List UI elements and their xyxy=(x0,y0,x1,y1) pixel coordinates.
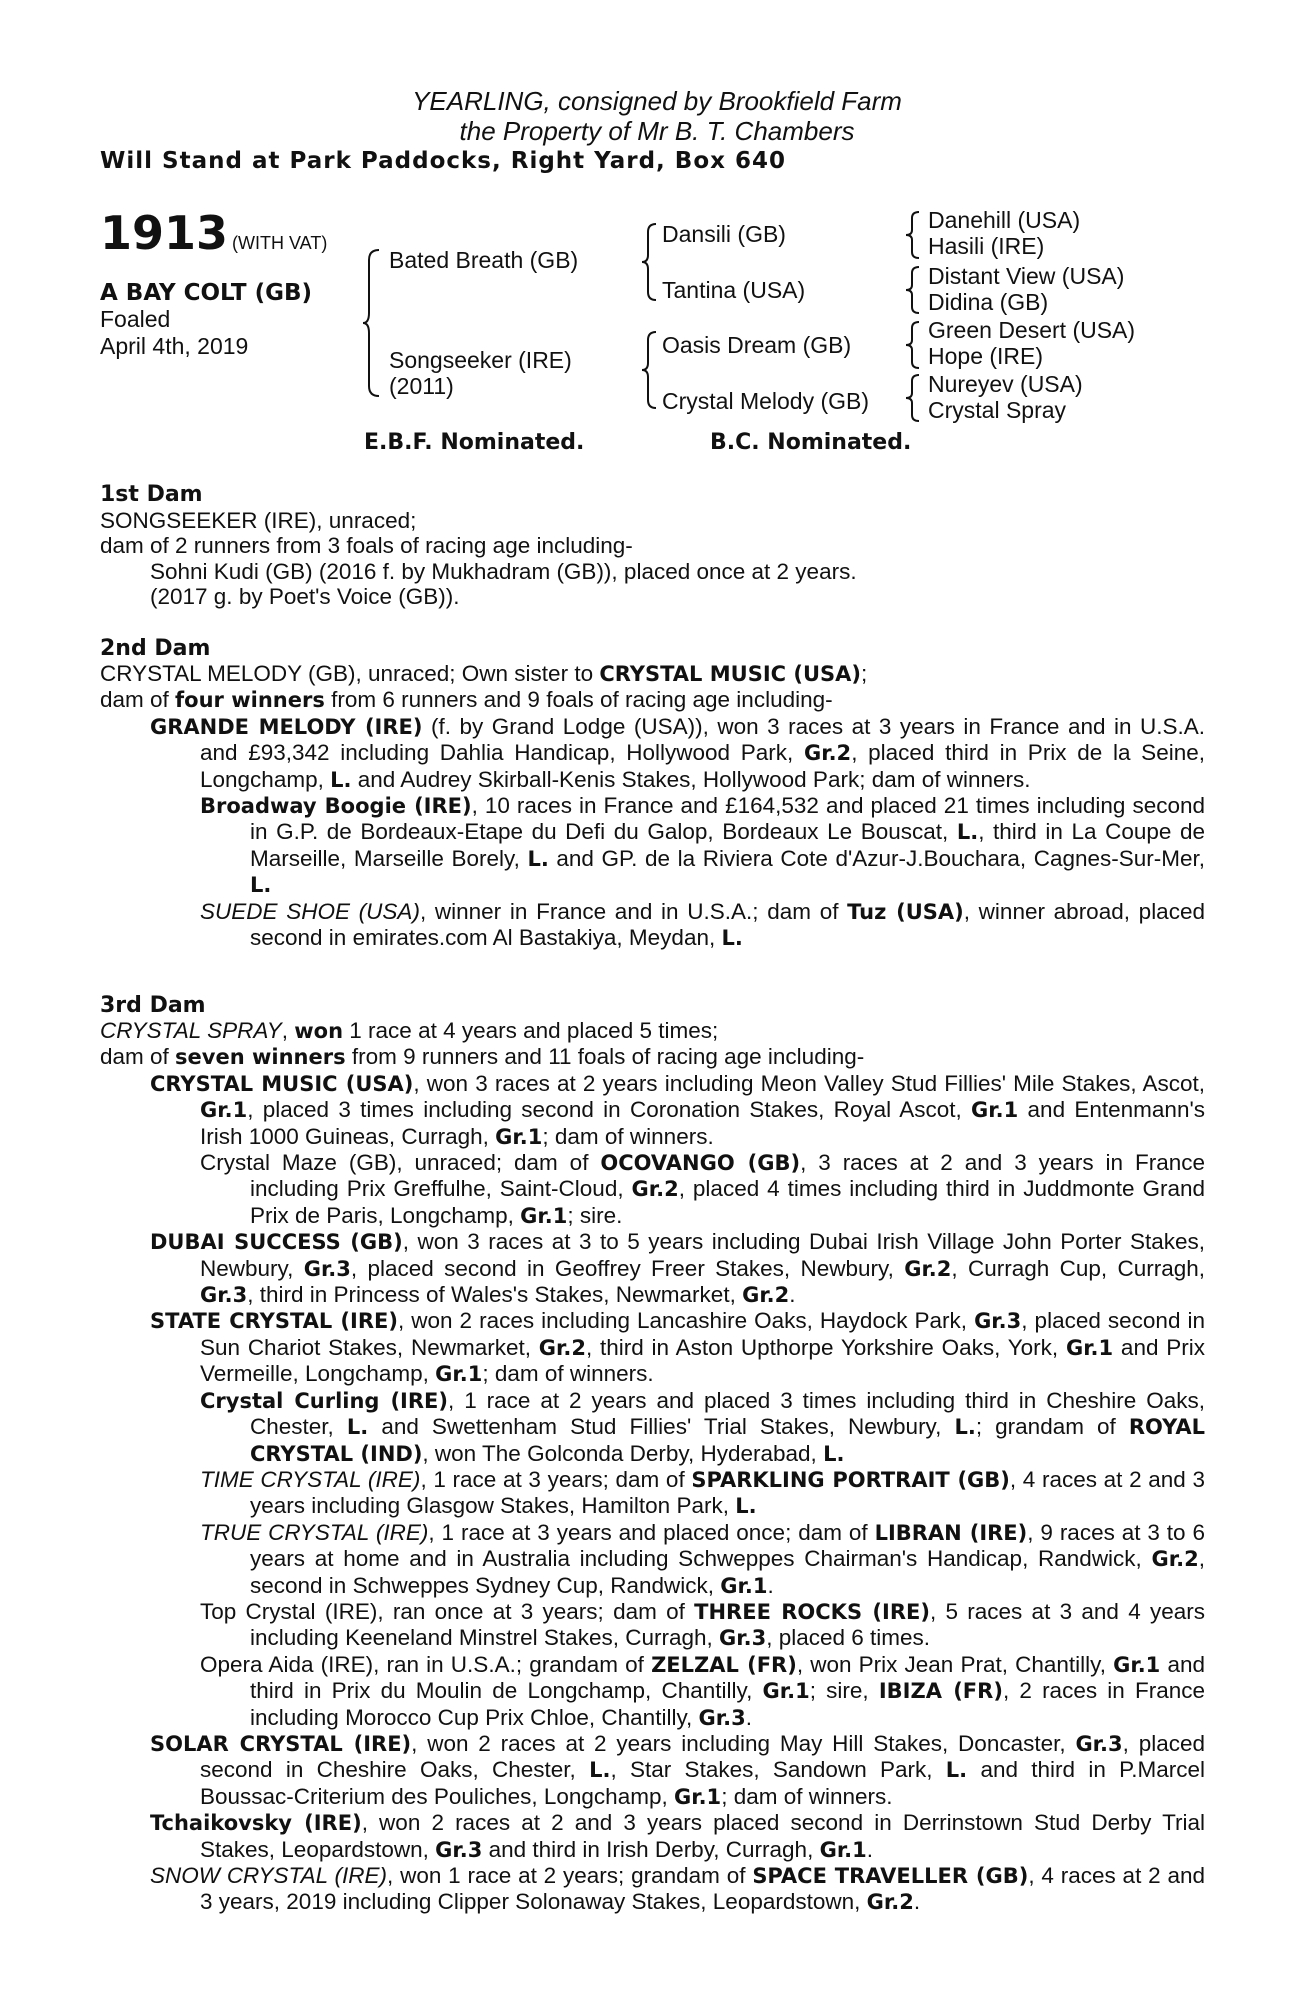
pedigree-brace-ss xyxy=(906,210,922,260)
second-dam-body xyxy=(100,661,1205,951)
third-dam-entry: Top Crystal (IRE), ran once at 3 years; dam of THREE ROCKS (IRE), 5 races at 3 and 4 years including Keeneland Minstrel Stakes, Curragh, Gr.3, placed 6 times. xyxy=(200,1598,1205,1651)
first-dam-body xyxy=(100,508,1205,610)
pedigree-dam-dam: Crystal Melody (GB) xyxy=(662,388,870,414)
pedigree-brace-sd xyxy=(906,265,922,315)
pedigree-brace-sire xyxy=(642,222,660,302)
second-dam-entry: Broadway Boogie (IRE), 10 races in France and £164,532 and placed 21 times including second in G.P. de Bordeaux-Etape du Defi du Galop, Bordeaux Le Bouscat, L., third in La Coupe de Marseille, Marseille Borely, L. and GP. de la Riviera Cote d'Azur-J.Bouchara, Cagnes-Sur-Mer, L. xyxy=(200,793,1206,898)
third-dam-dam-of: dam of seven winners from 9 runners and 11 foals of racing age including- xyxy=(100,1044,865,1070)
third-dam-entry: Crystal Curling (IRE), 1 race at 2 years and placed 3 times including third in Cheshire Oaks, Chester, L. and Swettenham Stud Fillies' Trial Stakes, Newbury, L.; grandam of ROYAL CRYSTAL (IND), won The Golconda Derby, Hyderabad, L. xyxy=(200,1387,1206,1466)
third-dam-entry: SNOW CRYSTAL (IRE), won 1 race at 2 years; grandam of SPACE TRAVELLER (GB), 4 races at 2 and 3 years, 2019 including Clipper Solonaway Stakes, Leopardstown, Gr.2. xyxy=(150,1863,1206,1915)
third-dam-entry: Tchaikovsky (IRE), won 2 races at 2 and 3 years placed second in Derrinstown Stud Derby Trial Stakes, Leopardstown, Gr.3 and third in Irish Derby, Curragh, Gr.1. xyxy=(150,1810,1206,1862)
header-line-2: the Property of Mr B. T. Chambers xyxy=(459,116,855,146)
third-dam-entry: TIME CRYSTAL (IRE), 1 race at 3 years; dam of SPARKLING PORTRAIT (GB), 4 races at 2 and 3 years including Glasgow Stakes, Hamilton Park, L. xyxy=(200,1466,1205,1519)
third-dam-entry: Crystal Maze (GB), unraced; dam of OCOVANGO (GB), 3 races at 2 and 3 years in France including Prix Greffulhe, Saint-Cloud, Gr.2, placed 4 times including third in Juddmonte Grand Prix de Paris, Longchamp, Gr.1; sire. xyxy=(200,1150,1206,1228)
pedigree-sire-sire: Dansili (GB) xyxy=(662,221,786,247)
lot-description: A BAY COLT (GB) xyxy=(100,280,313,306)
second-dam-entry: GRANDE MELODY (IRE) (f. by Grand Lodge (USA)), won 3 races at 3 years in France and in U.S.A. and £93,342 including Dahlia Handicap, Hollywood Park, Gr.2, placed third in Prix de la Seine, Longchamp, L. and Audrey Skirball-Kenis Stakes, Hollywood Park; dam of winners. xyxy=(150,713,1206,792)
pedigree-brace-gen1 xyxy=(363,248,383,398)
pedigree-dsd: Hope (IRE) xyxy=(928,343,1044,369)
pedigree-sdd: Didina (GB) xyxy=(928,289,1049,315)
pedigree-sire: Bated Breath (GB) xyxy=(389,247,579,273)
lot-number: 1913 xyxy=(100,206,229,260)
pedigree-ssd: Hasili (IRE) xyxy=(928,233,1045,259)
foaled-label: Foaled xyxy=(100,306,171,332)
lot-number-block xyxy=(100,206,327,260)
first-dam-heading: 1st Dam xyxy=(100,482,203,507)
pedigree-brace-ds xyxy=(906,320,922,370)
second-dam-heading: 2nd Dam xyxy=(100,636,211,661)
stand-location: Will Stand at Park Paddocks, Right Yard, Box 640 xyxy=(100,148,786,174)
first-dam-line: SONGSEEKER (IRE), unraced; xyxy=(100,508,417,533)
third-dam-heading: 3rd Dam xyxy=(100,993,206,1018)
first-dam-produce: (2017 g. by Poet's Voice (GB)). xyxy=(150,584,460,610)
pedigree-brace-dam xyxy=(642,330,660,410)
second-dam-dam-of: dam of four winners from 6 runners and 9 foals of racing age including- xyxy=(100,687,833,713)
third-dam-entry: CRYSTAL MUSIC (USA), won 3 races at 2 years including Meon Valley Stud Fillies' Mile Stakes, Ascot, Gr.1, placed 3 times including second in Coronation Stakes, Royal Ascot, Gr.1 and Entenmann's Irish 1000 Guineas, Curragh, Gr.1; dam of winners. xyxy=(150,1070,1206,1149)
pedigree-sire-dam: Tantina (USA) xyxy=(662,277,806,303)
third-dam-entry: SOLAR CRYSTAL (IRE), won 2 races at 2 years including May Hill Stakes, Doncaster, Gr.3, placed second in Cheshire Oaks, Chester, L., Star Stakes, Sandown Park, L. and third in P.Marcel Boussac-Criterium des Pouliches, Longchamp, Gr.1; dam of winners. xyxy=(150,1730,1206,1809)
ebf-nominated: E.B.F. Nominated. xyxy=(364,430,585,455)
first-dam-produce: Sohni Kudi (GB) (2016 f. by Mukhadram (GB)), placed once at 2 years. xyxy=(150,558,857,584)
bc-nominated: B.C. Nominated. xyxy=(710,430,912,455)
header-line-1: YEARLING, consigned by Brookfield Farm xyxy=(412,86,902,116)
foaled-date: April 4th, 2019 xyxy=(100,333,249,359)
pedigree-dss: Green Desert (USA) xyxy=(928,317,1136,343)
second-dam-intro: CRYSTAL MELODY (GB), unraced; Own sister to CRYSTAL MUSIC (USA); xyxy=(100,661,868,686)
pedigree-sss: Danehill (USA) xyxy=(928,207,1081,233)
third-dam-entry: STATE CRYSTAL (IRE), won 2 races including Lancashire Oaks, Haydock Park, Gr.3, placed second in Sun Chariot Stakes, Newmarket, Gr.2, third in Aston Upthorpe Yorkshire Oaks, York, Gr.1 and Prix Vermeille, Longchamp, Gr.1; dam of winners. xyxy=(150,1308,1206,1387)
pedigree-dam-sire: Oasis Dream (GB) xyxy=(662,332,852,358)
second-dam-entry: SUEDE SHOE (USA), winner in France and in U.S.A.; dam of Tuz (USA), winner abroad, placed second in emirates.com Al Bastakiya, Meydan, L. xyxy=(200,898,1205,951)
third-dam-body xyxy=(100,1018,1205,1916)
third-dam-entry: DUBAI SUCCESS (GB), won 3 races at 3 to 5 years including Dubai Irish Village John Porter Stakes, Newbury, Gr.3, placed second in Geoffrey Freer Stakes, Newbury, Gr.2, Curragh Cup, Curragh, Gr.3, third in Princess of Wales's Stakes, Newmarket, Gr.2. xyxy=(150,1229,1205,1308)
third-dam-entry: Opera Aida (IRE), ran in U.S.A.; grandam of ZELZAL (FR), won Prix Jean Prat, Chantilly, Gr.1 and third in Prix du Moulin de Longchamp, Chantilly, Gr.1; sire, IBIZA (FR), 2 races in France including Morocco Cup Prix Chloe, Chantilly, Gr.3. xyxy=(200,1651,1205,1730)
first-dam-line: dam of 2 runners from 3 foals of racing age including- xyxy=(100,533,633,559)
pedigree-ddd: Crystal Spray xyxy=(928,397,1067,423)
pedigree-dam-year: (2011) xyxy=(389,373,454,399)
third-dam-entry: TRUE CRYSTAL (IRE), 1 race at 3 years and placed once; dam of LIBRAN (IRE), 9 races at 3 to 6 years at home and in Australia including Schweppes Chairman's Handicap, Randwick, Gr.2, second in Schweppes Sydney Cup, Randwick, Gr.1. xyxy=(200,1519,1205,1598)
pedigree-dds: Nureyev (USA) xyxy=(928,371,1083,397)
pedigree-dam: Songseeker (IRE) xyxy=(389,347,572,373)
third-dam-intro: CRYSTAL SPRAY, won 1 race at 4 years and placed 5 times; xyxy=(100,1018,719,1043)
pedigree-brace-dd xyxy=(906,373,922,423)
vat-note: (WITH VAT) xyxy=(232,233,328,253)
pedigree-sds: Distant View (USA) xyxy=(928,263,1125,289)
